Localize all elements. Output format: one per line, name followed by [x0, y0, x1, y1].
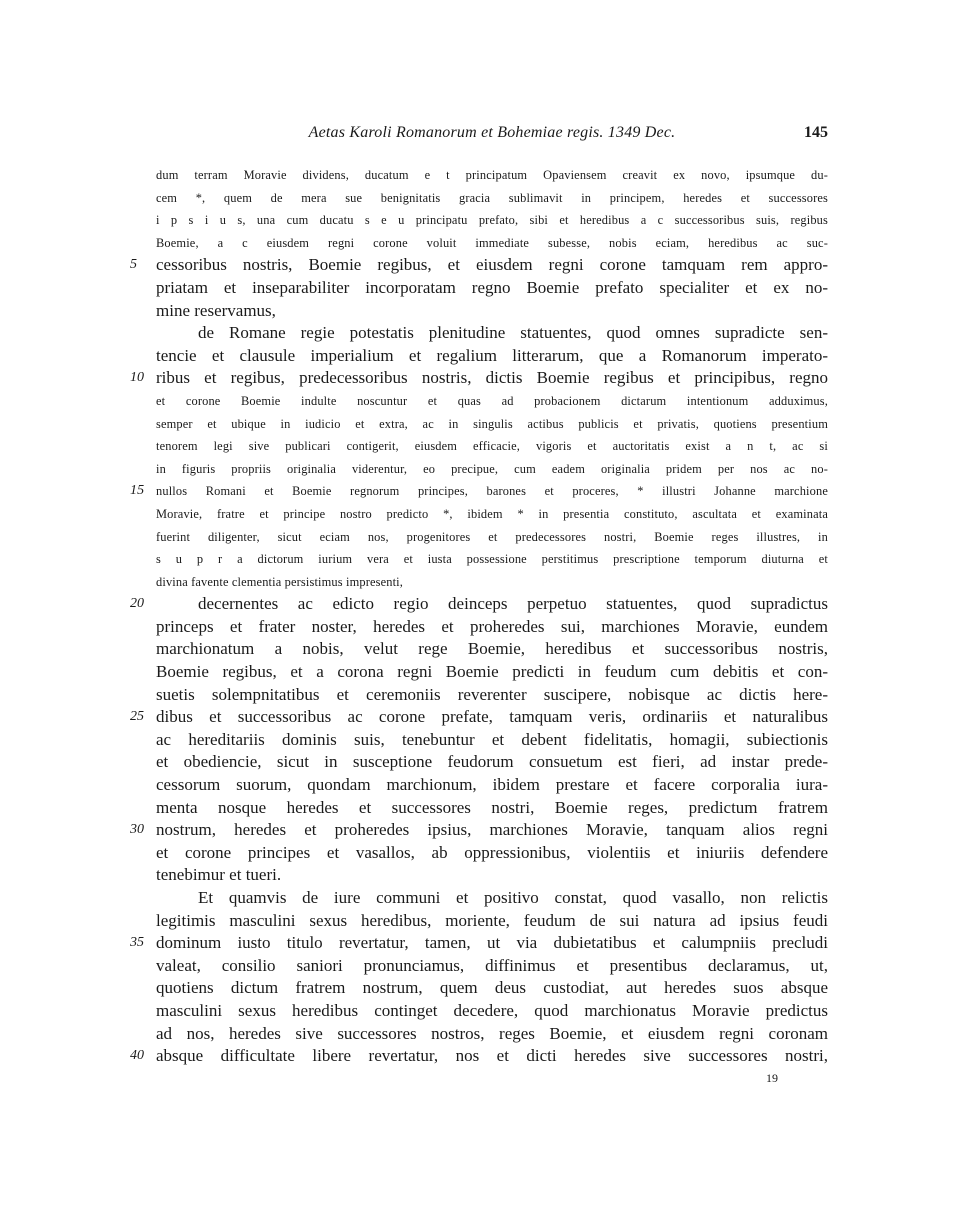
text-line: mine reservamus,: [156, 300, 276, 320]
document-body: [130, 164, 828, 1068]
text-line: divina favente clementia persistimus impresenti,: [156, 574, 404, 589]
text-line: 25 dibus et successoribus ac corone prefate, tamquam veris, ordinariis et naturalibus: [156, 706, 828, 729]
text-line: de Romane regie potestatis plenitudine statuentes, quod omnes supradicte sen-: [198, 323, 828, 343]
text-line: valeat, consilio saniori pronunciamus, diffinimus et presentibus declaramus, ut,: [156, 955, 828, 975]
text-line: 5 cessoribus nostris, Boemie regibus, et eiusdem regni corone tamquam rem appro-: [156, 254, 828, 277]
text-line: s u p r a dictorum iurium vera et iusta possessione perstitimus prescriptione temporum diuturna et: [156, 552, 828, 567]
text-line: Moravie, fratre et principe nostro predicto *, ibidem * in presentia constituto, ascultata et examinata: [156, 506, 828, 521]
text-line: i p s i u s, una cum ducatu s e u principatu prefato, sibi et heredibus a c successoribus suis, regibus: [156, 213, 828, 228]
line-number: 25: [130, 709, 144, 725]
text-line: tenebimur et tueri.: [156, 865, 282, 885]
text-line: dum terram Moravie dividens, ducatum e t principatum Opaviensem creavit ex novo, ipsumque du-: [156, 168, 828, 182]
line-number: 35: [130, 935, 144, 951]
text-line: princeps et frater noster, heredes et proheredes sui, marchiones Moravie, eundem: [156, 616, 828, 636]
text-line: Et quamvis de iure communi et positivo constat, quod vasallo, non relictis: [198, 888, 828, 907]
text-line: 30 nostrum, heredes et proheredes ipsius, marchiones Moravie, tanquam alios regni: [156, 819, 828, 842]
text-line: 35 dominum iusto titulo revertatur, tamen, ut via dubietatibus et calumpniis precludi: [156, 932, 828, 955]
text-line: legitimis masculini sexus heredibus, moriente, feudum de sui natura ad ipsius feudi: [156, 910, 828, 930]
line-number: 30: [130, 822, 144, 838]
line-number: 40: [130, 1048, 144, 1064]
text-line: ac hereditariis dominis suis, tenebuntur et debent fidelitatis, homagii, subiectionis: [156, 729, 828, 749]
line-number: 15: [130, 483, 145, 499]
text-line: masculini sexus heredibus continget decedere, quod marchionatus Moravie predictus: [156, 1000, 828, 1020]
text-line: marchionatum a nobis, velut rege Boemie, heredibus et successoribus nostris,: [156, 639, 828, 659]
text-line: in figuris propriis originalia viderentur, eo precipue, cum eadem originalia pridem per nos ac no-: [156, 461, 828, 476]
text-line: tenorem legi sive publicari contigerit, eiusdem efficacie, vigoris et auctoritatis exist a n t, ac si: [156, 439, 828, 454]
text-line: 15 nullos Romani et Boemie regnorum principes, barones et proceres, * illustri Johanne marchione: [156, 480, 828, 503]
text-line: et corone Boemie indulte noscuntur et quas ad probacionem dictarum intentionum adduximus,: [156, 393, 828, 408]
text-line: et obediencie, sicut in susceptione feudorum consuetum est fieri, ad instar prede-: [156, 752, 828, 772]
text-line: cessorum suorum, quondam marchionum, ibidem prestare et facere corporalia iura-: [156, 775, 828, 795]
signature-mark: 19: [766, 1071, 778, 1085]
line-number: 5: [130, 257, 137, 273]
text-line: quotiens dictum fratrem nostrum, quem deus custodiat, aut heredes suos absque: [156, 978, 828, 998]
line-number: 20: [130, 596, 144, 612]
page-number: 145: [804, 124, 828, 141]
text-line: 10 ribus et regibus, predecessoribus nostris, dictis Boemie regibus et principibus, regno: [156, 367, 828, 390]
text-line: Boemie, a c eiusdem regni corone voluit immediate subesse, nobis eciam, heredibus ac suc-: [156, 235, 828, 250]
running-header: [156, 124, 828, 146]
text-line: ad nos, heredes sive successores nostros, reges Boemie, et eiusdem regni coronam: [156, 1023, 828, 1043]
text-line: suetis solempnitatibus et ceremoniis reverenter suscipere, nobisque ac dictis here-: [156, 684, 828, 704]
text-line: 20 decernentes ac edicto regio deinceps perpetuo statuentes, quod supradictus: [156, 593, 828, 616]
running-title: Aetas Karoli Romanorum et Bohemiae regis. 1349 Dec.: [308, 124, 676, 141]
text-line: semper et ubique in iudicio et extra, ac in singulis actibus publicis et privatis, quotiens presentium: [156, 416, 828, 431]
line-number: 10: [130, 370, 144, 386]
text-line: Boemie regibus, et a corona regni Boemie predicti in feudum cum debitis et con-: [156, 662, 828, 682]
text-line: et corone principes et vasallos, ab oppressionibus, violentiis et iniuriis defendere: [156, 842, 828, 862]
text-line: menta nosque heredes et successores nostri, Boemie reges, predictum fratrem: [156, 797, 828, 817]
text-line: fuerint diligenter, sicut eciam nos, progenitores et predecessores nostri, Boemie reges illustres, in: [156, 529, 828, 544]
text-line: tencie et clausule imperialium et regalium litterarum, que a Romanorum imperato-: [156, 345, 828, 365]
text-line: cem *, quem de mera sue benignitatis gracia sublimavit in principem, heredes et successores: [156, 190, 828, 205]
text-line: 40 absque difficultate libere revertatur, nos et dicti heredes sive successores nostri,: [156, 1045, 828, 1068]
text-line: priatam et inseparabiliter incorporatam regno Boemie prefato specialiter et ex no-: [156, 277, 828, 297]
